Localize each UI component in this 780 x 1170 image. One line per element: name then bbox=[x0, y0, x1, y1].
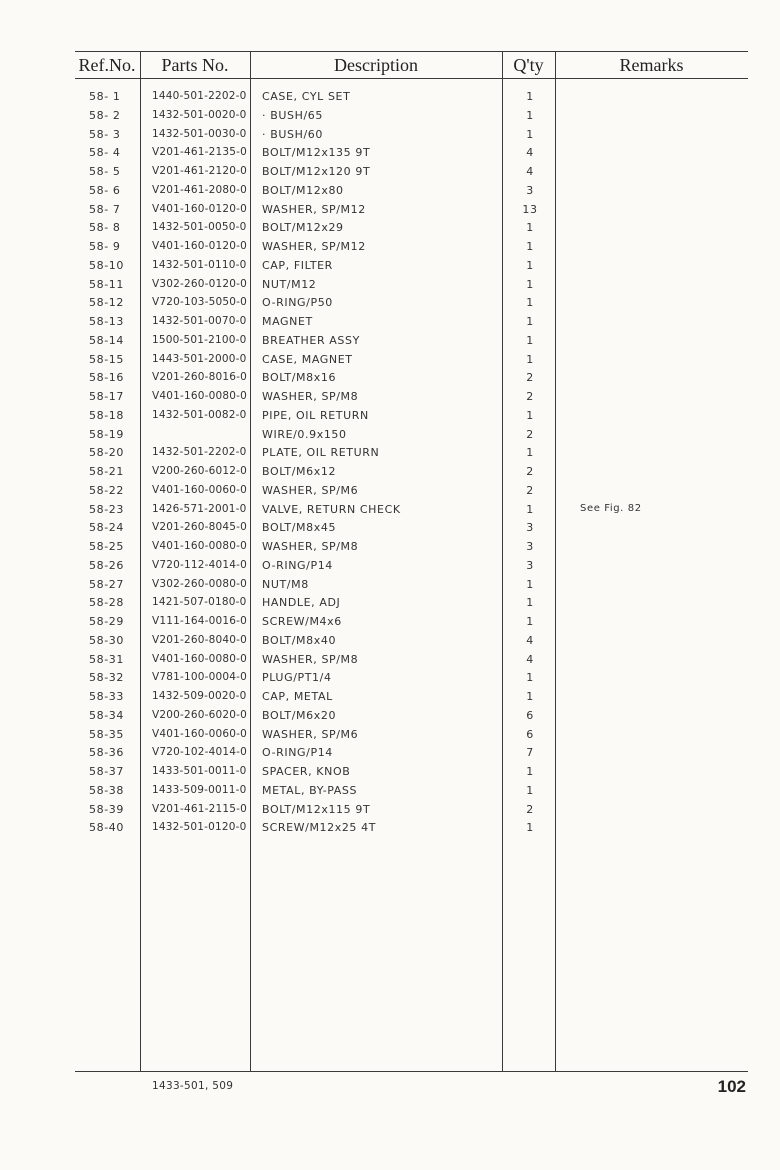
ref-no-cell: 58-10 bbox=[89, 258, 124, 272]
qty-cell: 2 bbox=[526, 427, 534, 441]
table-bottom-rule bbox=[75, 1071, 748, 1072]
qty-cell: 1 bbox=[526, 296, 534, 310]
ref-no-cell: 58-16 bbox=[89, 371, 124, 385]
ref-no-cell: 58-22 bbox=[89, 483, 124, 497]
qty-cell: 1 bbox=[526, 408, 534, 422]
parts-no-cell: 1433-501-0011-0 bbox=[152, 765, 247, 777]
ref-no-cell: 58- 8 bbox=[89, 221, 121, 235]
description-cell: SPACER, KNOB bbox=[262, 765, 351, 778]
parts-no-cell: V302-260-0120-0 bbox=[152, 277, 248, 290]
ref-no-cell: 58- 4 bbox=[89, 146, 121, 160]
table-row bbox=[75, 613, 748, 632]
table-row bbox=[75, 632, 748, 651]
parts-no-cell: 1432-501-0070-0 bbox=[152, 315, 247, 327]
description-cell: BREATHER ASSY bbox=[262, 333, 360, 347]
qty-cell: 1 bbox=[526, 615, 534, 628]
ref-no-cell: 58-14 bbox=[89, 333, 124, 347]
parts-no-cell: V401-160-0120-0 bbox=[152, 240, 248, 252]
parts-no-cell: V201-260-8045-0 bbox=[152, 521, 248, 534]
qty-cell: 2 bbox=[526, 465, 534, 478]
ref-no-cell: 58-38 bbox=[89, 783, 124, 797]
header-ref-no: Ref.No. bbox=[78, 55, 136, 75]
description-cell: WASHER, SP/M12 bbox=[262, 240, 366, 253]
parts-no-cell: V401-160-0080-0 bbox=[152, 540, 248, 552]
qty-cell: 4 bbox=[526, 165, 534, 178]
table-row bbox=[75, 594, 748, 613]
table-row bbox=[75, 257, 748, 276]
description-cell: VALVE, RETURN CHECK bbox=[262, 502, 401, 516]
ref-no-cell: 58-18 bbox=[89, 408, 124, 422]
table-row bbox=[75, 144, 748, 163]
ref-no-cell: 58-12 bbox=[89, 296, 124, 310]
ref-no-cell: 58-23 bbox=[89, 502, 124, 516]
description-cell: BOLT/M12x115 9T bbox=[262, 802, 371, 816]
parts-no-cell: V201-461-2115-0 bbox=[152, 802, 248, 815]
qty-cell: 6 bbox=[526, 727, 534, 741]
qty-cell: 1 bbox=[526, 765, 534, 778]
parts-no-cell: V201-260-8016-0 bbox=[152, 371, 248, 384]
table-row bbox=[75, 444, 748, 463]
parts-no-cell: 1433-509-0011-0 bbox=[152, 783, 247, 796]
description-cell: CASE, CYL SET bbox=[262, 90, 351, 103]
qty-cell: 1 bbox=[526, 315, 534, 328]
table-row bbox=[75, 88, 748, 107]
table-row bbox=[75, 407, 748, 426]
description-cell: BOLT/M12x135 9T bbox=[262, 146, 371, 160]
qty-cell: 2 bbox=[526, 483, 534, 497]
description-cell: O-RING/P14 bbox=[262, 558, 333, 572]
table-row bbox=[75, 669, 748, 688]
table-row bbox=[75, 163, 748, 182]
description-cell: BOLT/M12x80 bbox=[262, 183, 344, 197]
parts-no-cell: V401-160-0080-0 bbox=[152, 652, 248, 665]
description-cell: BOLT/M6x12 bbox=[262, 465, 337, 478]
table-row bbox=[75, 107, 748, 126]
ref-no-cell: 58-35 bbox=[89, 727, 124, 741]
qty-cell: 4 bbox=[526, 146, 534, 160]
table-row bbox=[75, 201, 748, 220]
qty-cell: 1 bbox=[526, 821, 534, 835]
qty-cell: 13 bbox=[522, 202, 538, 216]
table-row bbox=[75, 782, 748, 801]
qty-cell: 1 bbox=[526, 221, 534, 235]
page-number: 102 bbox=[717, 1077, 746, 1096]
description-cell: BOLT/M8x45 bbox=[262, 521, 337, 535]
qty-cell: 3 bbox=[526, 540, 534, 553]
parts-no-cell: 1500-501-2100-0 bbox=[152, 333, 247, 346]
table-row bbox=[75, 651, 748, 670]
parts-no-cell: V201-461-2120-0 bbox=[152, 165, 248, 177]
table-row bbox=[75, 576, 748, 595]
table-row bbox=[75, 219, 748, 238]
table-row bbox=[75, 744, 748, 763]
ref-no-cell: 58- 2 bbox=[89, 108, 121, 122]
parts-no-cell: 1443-501-2000-0 bbox=[152, 352, 247, 365]
ref-no-cell: 58-37 bbox=[89, 765, 124, 778]
parts-no-cell: V201-461-2080-0 bbox=[152, 183, 248, 196]
parts-no-cell: V200-260-6020-0 bbox=[152, 708, 248, 721]
description-cell: METAL, BY-PASS bbox=[262, 783, 358, 797]
ref-no-cell: 58-20 bbox=[89, 446, 124, 460]
ref-no-cell: 58-15 bbox=[89, 352, 124, 366]
table-row bbox=[75, 688, 748, 707]
parts-no-cell: 1432-501-0120-0 bbox=[152, 821, 247, 834]
ref-no-cell: 58-26 bbox=[89, 558, 124, 572]
description-cell: BOLT/M12x29 bbox=[262, 221, 344, 235]
qty-cell: 3 bbox=[526, 183, 534, 197]
description-cell: WASHER, SP/M12 bbox=[262, 202, 366, 216]
qty-cell: 1 bbox=[526, 783, 534, 797]
qty-cell: 1 bbox=[526, 90, 534, 103]
description-cell: MAGNET bbox=[262, 315, 313, 328]
qty-cell: 2 bbox=[526, 390, 534, 403]
table-row bbox=[75, 238, 748, 257]
description-cell: HANDLE, ADJ bbox=[262, 596, 341, 610]
table-row bbox=[75, 369, 748, 388]
parts-no-cell: V302-260-0080-0 bbox=[152, 577, 248, 590]
ref-no-cell: 58-36 bbox=[89, 746, 124, 760]
table-row bbox=[75, 801, 748, 820]
ref-no-cell: 58-28 bbox=[89, 596, 124, 610]
ref-no-cell: 58- 9 bbox=[89, 240, 121, 253]
table-row bbox=[75, 182, 748, 201]
qty-cell: 1 bbox=[526, 502, 534, 516]
table-row bbox=[75, 501, 748, 520]
qty-cell: 4 bbox=[526, 652, 534, 666]
description-cell: SCREW/M12x25 4T bbox=[262, 821, 377, 835]
parts-no-cell: V201-461-2135-0 bbox=[152, 146, 248, 159]
ref-no-cell: 58-13 bbox=[89, 315, 124, 328]
ref-no-cell: 58- 7 bbox=[89, 202, 121, 216]
table-row bbox=[75, 276, 748, 295]
table-row bbox=[75, 707, 748, 726]
qty-cell: 1 bbox=[526, 352, 534, 366]
qty-cell: 1 bbox=[526, 277, 534, 291]
description-cell: PLUG/PT1/4 bbox=[262, 671, 332, 685]
description-cell: WASHER, SP/M8 bbox=[262, 390, 359, 403]
ref-no-cell: 58-17 bbox=[89, 390, 124, 403]
description-cell: O-RING/P14 bbox=[262, 746, 333, 760]
ref-no-cell: 58-31 bbox=[89, 652, 124, 666]
table-row bbox=[75, 332, 748, 351]
qty-cell: 1 bbox=[526, 671, 534, 685]
parts-table-body bbox=[75, 88, 748, 838]
parts-no-cell: V401-160-0080-0 bbox=[152, 390, 248, 402]
ref-no-cell: 58- 1 bbox=[89, 90, 121, 103]
parts-no-cell: 1440-501-2202-0 bbox=[152, 90, 247, 102]
parts-no-cell: V201-260-8040-0 bbox=[152, 633, 248, 646]
ref-no-cell: 58-21 bbox=[89, 465, 124, 478]
ref-no-cell: 58-25 bbox=[89, 540, 124, 553]
table-row bbox=[75, 463, 748, 482]
table-row bbox=[75, 351, 748, 370]
description-cell: BOLT/M8x16 bbox=[262, 371, 337, 385]
ref-no-cell: 58-30 bbox=[89, 633, 124, 647]
table-row bbox=[75, 313, 748, 332]
qty-cell: 1 bbox=[526, 690, 534, 703]
header-remarks: Remarks bbox=[619, 55, 684, 75]
ref-no-cell: 58- 6 bbox=[89, 183, 121, 197]
ref-no-cell: 58-24 bbox=[89, 521, 124, 535]
qty-cell: 3 bbox=[526, 521, 534, 535]
parts-no-cell: V720-102-4014-0 bbox=[152, 746, 248, 759]
table-row bbox=[75, 126, 748, 145]
description-cell: WASHER, SP/M8 bbox=[262, 652, 359, 666]
ref-no-cell: 58- 3 bbox=[89, 127, 121, 141]
qty-cell: 7 bbox=[526, 746, 534, 760]
ref-no-cell: 58-34 bbox=[89, 708, 124, 722]
header-parts-no: Parts No. bbox=[161, 55, 229, 75]
table-row bbox=[75, 557, 748, 576]
parts-no-cell: 1432-501-0110-0 bbox=[152, 258, 247, 271]
description-cell: NUT/M12 bbox=[262, 277, 317, 291]
description-cell: CAP, METAL bbox=[262, 690, 333, 703]
qty-cell: 1 bbox=[526, 446, 534, 460]
table-row bbox=[75, 726, 748, 745]
parts-no-cell: V111-164-0016-0 bbox=[152, 615, 248, 627]
description-cell: CASE, MAGNET bbox=[262, 352, 353, 366]
qty-cell: 1 bbox=[526, 240, 534, 253]
parts-no-cell: 1432-501-0082-0 bbox=[152, 408, 247, 421]
qty-cell: 4 bbox=[526, 633, 534, 647]
parts-no-cell: 1426-571-2001-0 bbox=[152, 502, 247, 515]
ref-no-cell: 58-40 bbox=[89, 821, 124, 835]
qty-cell: 6 bbox=[526, 708, 534, 722]
table-row bbox=[75, 519, 748, 538]
ref-no-cell: 58-32 bbox=[89, 671, 124, 685]
header-description: Description bbox=[334, 55, 418, 75]
description-cell: PLATE, OIL RETURN bbox=[262, 446, 380, 460]
table-row bbox=[75, 294, 748, 313]
ref-no-cell: 58-19 bbox=[89, 427, 124, 441]
qty-cell: 1 bbox=[526, 596, 534, 610]
ref-no-cell: 58-11 bbox=[89, 277, 124, 291]
qty-cell: 3 bbox=[526, 558, 534, 572]
description-cell: BOLT/M12x120 9T bbox=[262, 165, 371, 178]
ref-no-cell: 58- 5 bbox=[89, 165, 121, 178]
description-cell: BOLT/M6x20 bbox=[262, 708, 337, 722]
description-cell: WIRE/0.9x150 bbox=[262, 427, 347, 441]
footer-model-code: 1433-501, 509 bbox=[152, 1080, 234, 1092]
qty-cell: 1 bbox=[526, 333, 534, 347]
table-row bbox=[75, 388, 748, 407]
header-qty: Q'ty bbox=[513, 55, 544, 75]
description-cell: · BUSH/60 bbox=[262, 127, 323, 141]
parts-no-cell: V781-100-0004-0 bbox=[152, 671, 248, 684]
qty-cell: 2 bbox=[526, 802, 534, 816]
parts-no-cell: V401-160-0120-0 bbox=[152, 202, 248, 215]
table-row bbox=[75, 482, 748, 501]
ref-no-cell: 58-33 bbox=[89, 690, 124, 703]
parts-no-cell: V200-260-6012-0 bbox=[152, 465, 248, 477]
remarks-cell: See Fig. 82 bbox=[580, 502, 642, 514]
description-cell: PIPE, OIL RETURN bbox=[262, 408, 369, 422]
parts-no-cell: 1432-501-2202-0 bbox=[152, 446, 247, 459]
table-row bbox=[75, 538, 748, 557]
parts-no-cell: 1432-501-0020-0 bbox=[152, 108, 247, 121]
parts-no-cell: 1432-501-0030-0 bbox=[152, 127, 247, 140]
description-cell: CAP, FILTER bbox=[262, 258, 333, 272]
parts-no-cell: V720-112-4014-0 bbox=[152, 558, 248, 571]
qty-cell: 2 bbox=[526, 371, 534, 385]
qty-cell: 1 bbox=[526, 577, 534, 591]
ref-no-cell: 58-39 bbox=[89, 802, 124, 816]
parts-no-cell: V401-160-0060-0 bbox=[152, 727, 248, 740]
description-cell: SCREW/M4x6 bbox=[262, 615, 342, 628]
parts-no-cell: V720-103-5050-0 bbox=[152, 296, 248, 309]
parts-no-cell: 1432-509-0020-0 bbox=[152, 690, 247, 702]
parts-no-cell: 1432-501-0050-0 bbox=[152, 221, 247, 234]
ref-no-cell: 58-29 bbox=[89, 615, 124, 628]
description-cell: O-RING/P50 bbox=[262, 296, 333, 310]
qty-cell: 1 bbox=[526, 127, 534, 141]
table-row bbox=[75, 819, 748, 838]
description-cell: WASHER, SP/M6 bbox=[262, 483, 359, 497]
description-cell: WASHER, SP/M8 bbox=[262, 540, 359, 553]
description-cell: BOLT/M8x40 bbox=[262, 633, 337, 647]
description-cell: NUT/M8 bbox=[262, 577, 309, 591]
table-row bbox=[75, 426, 748, 445]
description-cell: WASHER, SP/M6 bbox=[262, 727, 359, 741]
qty-cell: 1 bbox=[526, 258, 534, 272]
description-cell: · BUSH/65 bbox=[262, 108, 323, 122]
ref-no-cell: 58-27 bbox=[89, 577, 124, 591]
parts-no-cell: V401-160-0060-0 bbox=[152, 483, 248, 496]
parts-no-cell: 1421-507-0180-0 bbox=[152, 596, 247, 609]
table-row bbox=[75, 763, 748, 782]
qty-cell: 1 bbox=[526, 108, 534, 122]
